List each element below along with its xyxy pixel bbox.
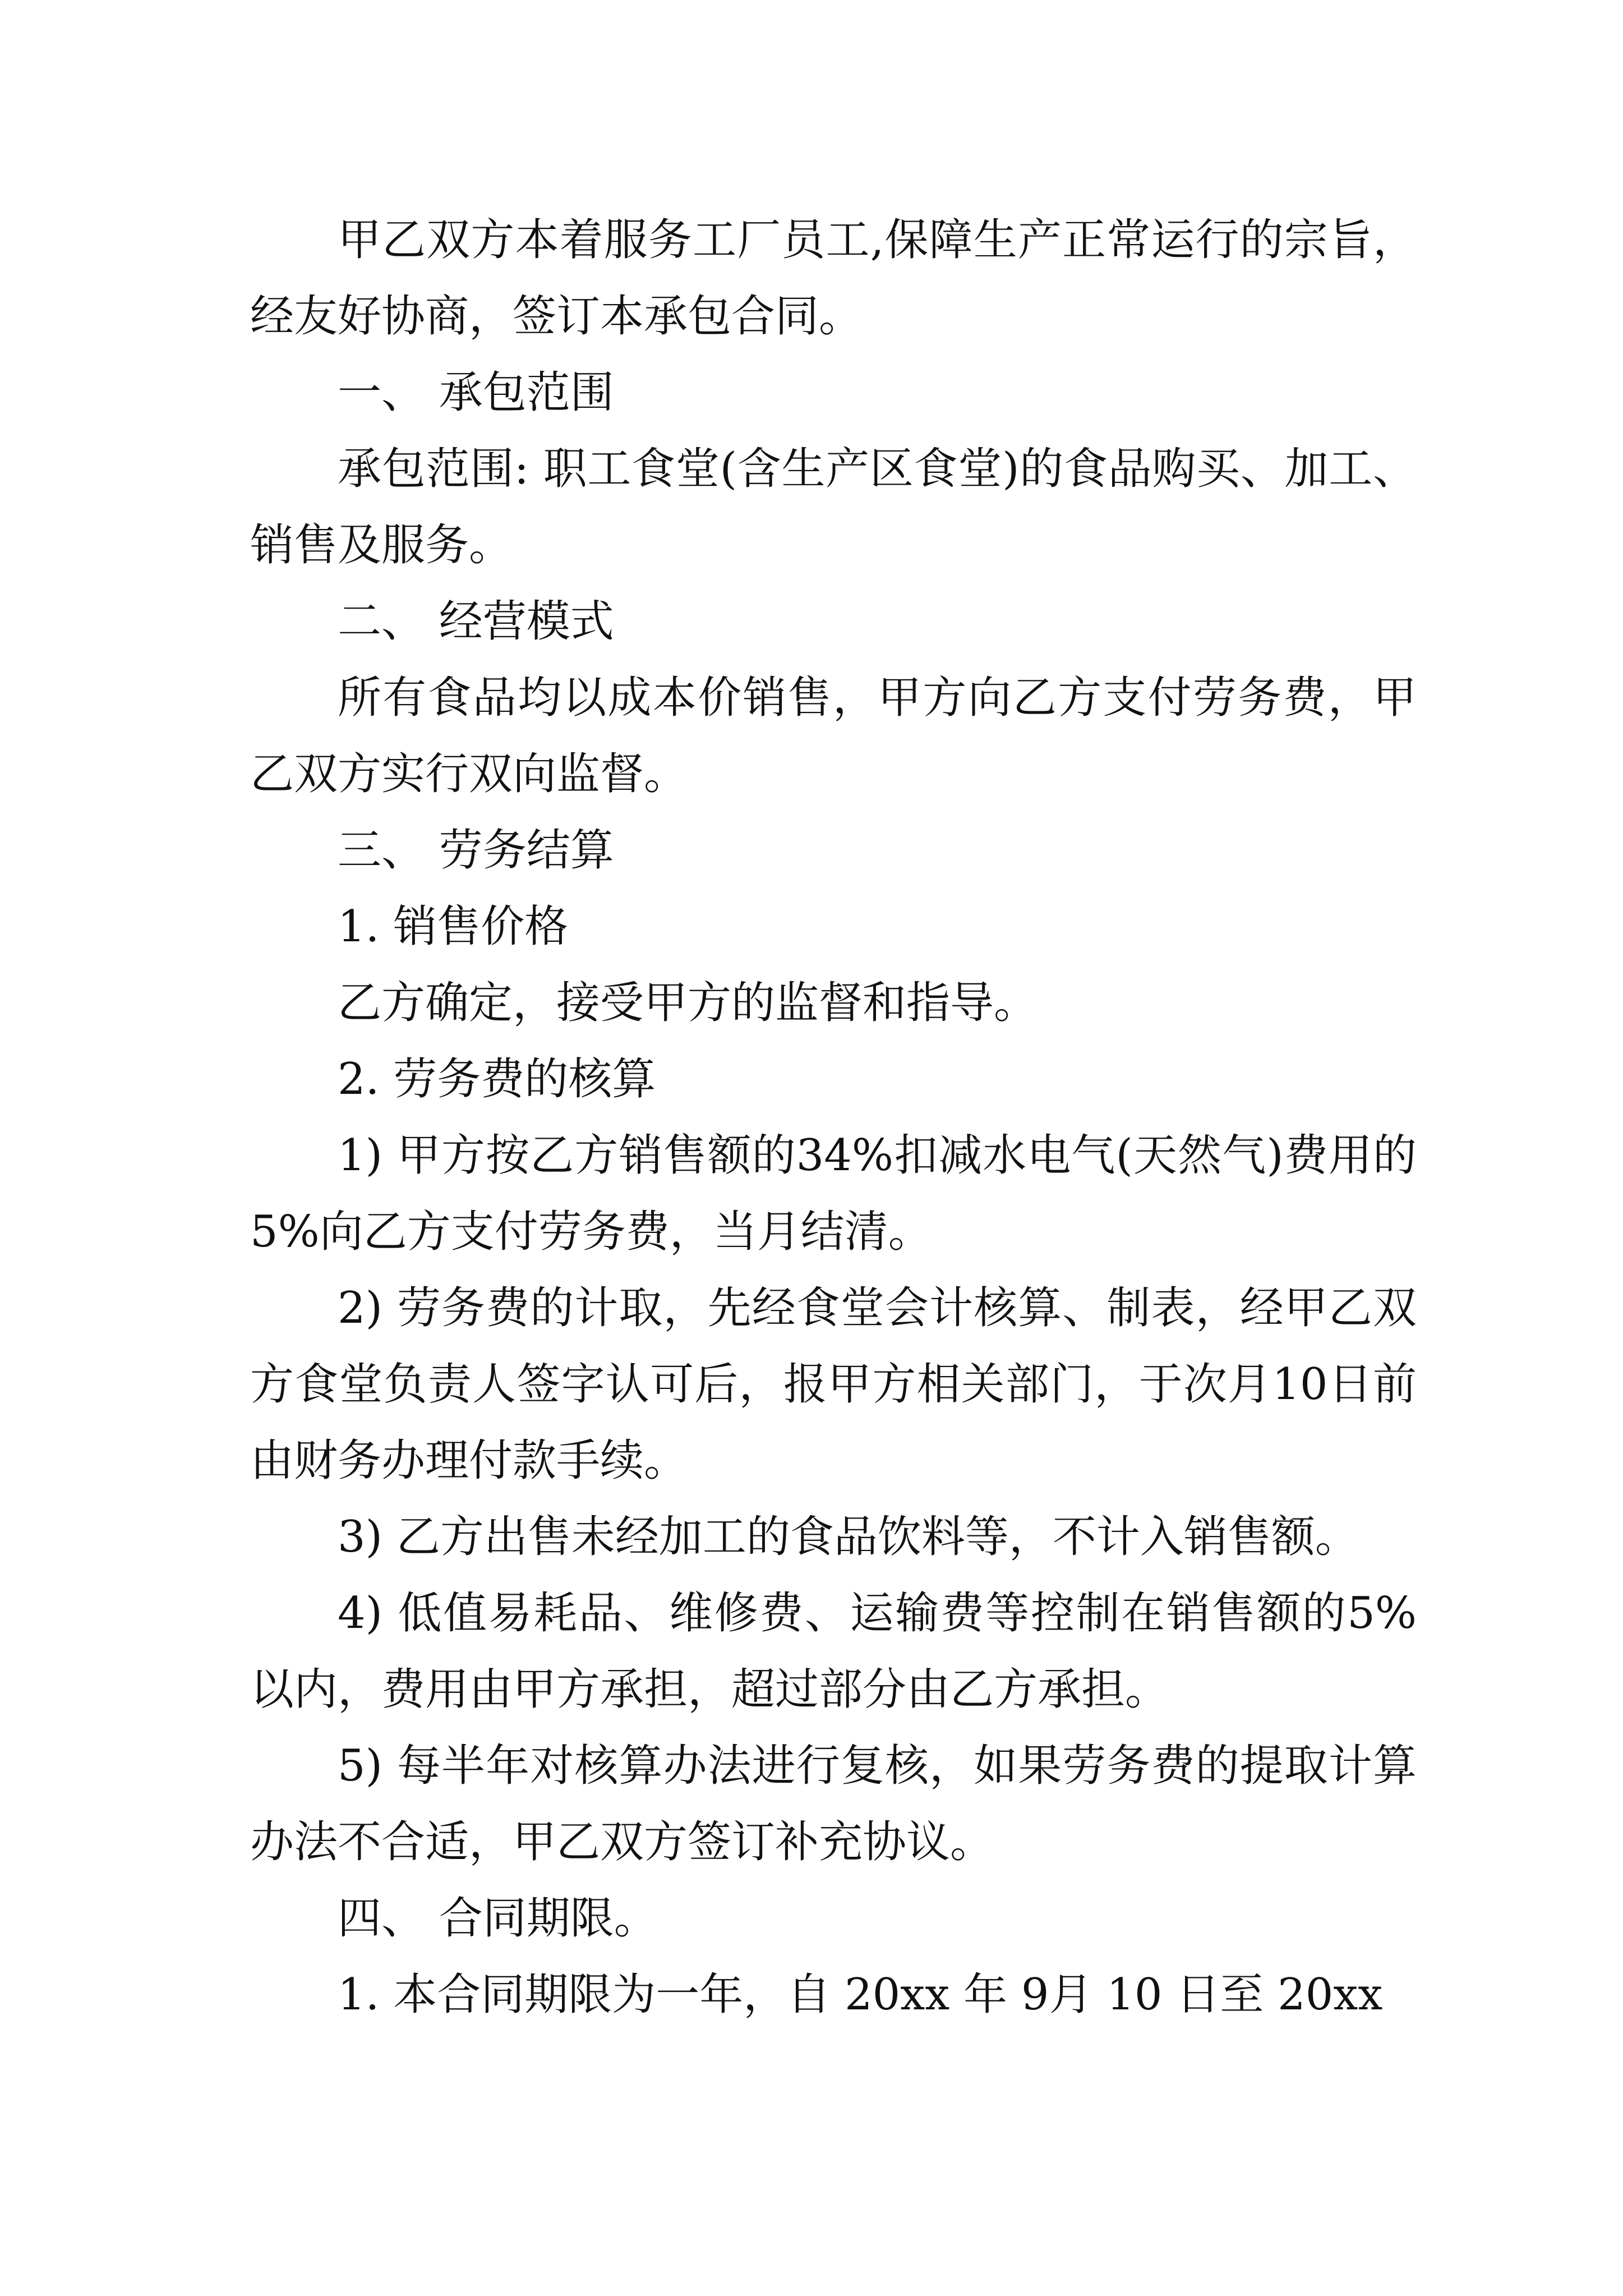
- paragraph-sales-price: 乙方确定，接受甲方的监督和指导。: [338, 978, 1038, 1028]
- paragraph-business-model: 所有食品均以成本价销售，甲方向乙方支付劳务费，甲乙双方实行双向监督。: [250, 673, 1417, 799]
- section-heading-settlement: 三、 劳务结算: [338, 825, 614, 876]
- document-body: [250, 202, 1417, 2033]
- paragraph-scope: 承包范围: 职工食堂(含生产区食堂)的食品购买、加工、销售及服务。: [250, 444, 1417, 570]
- section-heading-scope: 一、 承包范围: [338, 367, 614, 418]
- paragraph-preamble: 甲乙双方本着服务工厂员工,保障生产正常运行的宗旨，经友好协商，签订本承包合同。: [250, 215, 1417, 342]
- clause-item-1: 1) 甲方按乙方销售额的34%扣减水电气(天然气)费用的5%向乙方支付劳务费，当月结清。: [250, 1130, 1417, 1257]
- clause-item-3: 3) 乙方出售未经加工的食品饮料等，不计入销售额。: [338, 1512, 1359, 1562]
- clause-item-4: 4) 低值易耗品、维修费、运输费等控制在销售额的5%以内，费用由甲方承担，超过部分由乙方承担。: [250, 1588, 1417, 1715]
- paragraph-term: 1. 本合同期限为一年，自 20xx 年 9月 10 日至 20xx: [338, 1970, 1383, 2020]
- section-heading-business-model: 二、 经营模式: [338, 596, 614, 647]
- clause-item-2: 2) 劳务费的计取，先经食堂会计核算、制表，经甲乙双方食堂负责人签字认可后，报甲方相关部门，于次月10日前由财务办理付款手续。: [250, 1283, 1417, 1486]
- section-heading-term: 四、 合同期限。: [338, 1893, 658, 1944]
- clause-item-5: 5) 每半年对核算办法进行复核，如果劳务费的提取计算办法不合适，甲乙双方签订补充协议。: [250, 1741, 1417, 1867]
- subheading-sales-price: 1. 销售价格: [338, 901, 569, 952]
- subheading-fee-calculation: 2. 劳务费的核算: [338, 1054, 656, 1105]
